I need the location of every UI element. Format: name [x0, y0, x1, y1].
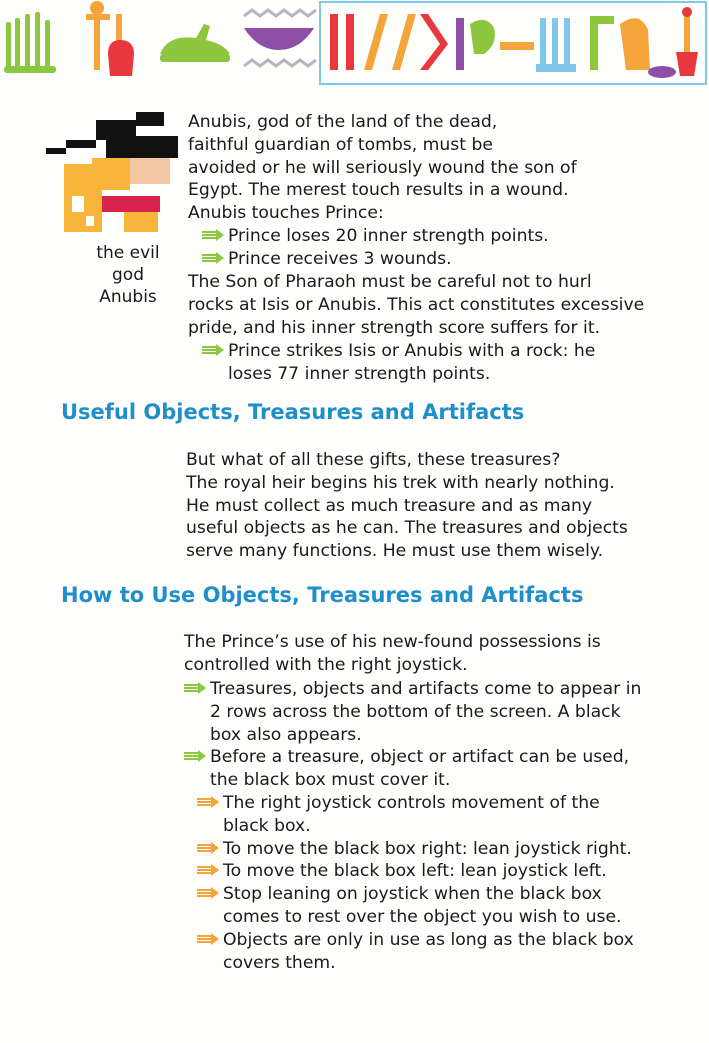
- list-item: To move the black box left: lean joystick left.: [197, 860, 634, 883]
- orange-arrow-icon: [197, 933, 219, 945]
- section-heading-how-to-use: How to Use Objects, Treasures and Artifacts: [61, 583, 584, 607]
- anubis-bullet-rock: [202, 340, 595, 386]
- orange-arrow-icon: [197, 796, 219, 808]
- text-line: controlled with the right joystick.: [184, 654, 468, 675]
- list-item: Objects are only in use as long as the black box: [197, 929, 634, 952]
- how-to-use-subbullets: [197, 792, 634, 974]
- anubis-paragraph: [188, 111, 577, 225]
- green-arrow-icon: [184, 750, 206, 762]
- text-line: The Prince’s use of his new-found possessions is: [184, 632, 601, 652]
- glyph-row-icon: [330, 7, 698, 78]
- ankh-glyph-icon: [86, 1, 110, 70]
- hare-glyph-icon: [160, 24, 230, 62]
- hieroglyph-banner: [0, 0, 709, 88]
- anubis-pixel-icon: [46, 112, 178, 232]
- list-item: Before a treasure, object or artifact can be used,: [184, 746, 641, 769]
- text-line: pride, and his inner strength score suffers for it.: [188, 317, 601, 338]
- bowl-glyph-icon: [244, 28, 314, 50]
- green-arrow-icon: [202, 252, 224, 264]
- text-line: Egypt. The merest touch results in a wound.: [188, 180, 569, 201]
- text-line: serve many functions. He must use them wisely.: [186, 541, 604, 562]
- green-arrow-icon: [184, 682, 206, 694]
- list-item: Prince receives 3 wounds.: [202, 248, 549, 271]
- orange-arrow-icon: [197, 887, 219, 899]
- how-to-use-bullets: [184, 678, 641, 792]
- list-item-continued: box also appears.: [210, 724, 362, 745]
- text-line: But what of all these gifts, these treasures?: [186, 450, 561, 470]
- anubis-paragraph-2: [188, 271, 644, 339]
- reed-glyph-icon: [4, 12, 56, 73]
- list-item-continued: covers them.: [223, 952, 336, 973]
- text-line: Anubis touches Prince:: [188, 203, 384, 224]
- list-item: Prince strikes Isis or Anubis with a rock: he: [202, 340, 595, 363]
- anubis-bullets: [202, 225, 549, 271]
- green-arrow-icon: [202, 229, 224, 241]
- caption-line: Anubis: [99, 287, 157, 307]
- list-item: Prince loses 20 inner strength points.: [202, 225, 549, 248]
- anubis-caption: [78, 242, 178, 308]
- text-line: faithful guardian of tombs, must be: [188, 134, 493, 155]
- text-line: He must collect as much treasure and as many: [186, 495, 593, 516]
- caption-line: god: [112, 265, 144, 285]
- list-item: Stop leaning on joystick when the black box: [197, 883, 634, 906]
- useful-objects-paragraph: [186, 449, 628, 563]
- caption-line: the evil: [96, 243, 160, 263]
- text-line: useful objects as he can. The treasures and objects: [186, 518, 628, 539]
- list-item-continued: comes to rest over the object you wish to use.: [223, 906, 622, 927]
- list-item: The right joystick controls movement of the: [197, 792, 634, 815]
- text-line: avoided or he will seriously wound the son of: [188, 157, 577, 178]
- text-line: The royal heir begins his trek with nearly nothing.: [186, 472, 615, 493]
- text-line: rocks at Isis or Anubis. This act constitutes excessive: [188, 294, 645, 315]
- list-item-continued: 2 rows across the bottom of the screen. A black: [210, 701, 621, 722]
- orange-arrow-icon: [197, 842, 219, 854]
- text-line: Anubis, god of the land of the dead,: [188, 112, 498, 132]
- how-to-use-paragraph: [184, 631, 601, 677]
- list-item-continued: the black box must cover it.: [210, 770, 451, 791]
- text-line: The Son of Pharaoh must be careful not to hurl: [188, 272, 592, 292]
- list-item-continued: black box.: [223, 815, 311, 836]
- orange-arrow-icon: [197, 864, 219, 876]
- jug-glyph-icon: [108, 14, 134, 76]
- section-heading-useful-objects: Useful Objects, Treasures and Artifacts: [61, 400, 525, 424]
- list-item-continued: loses 77 inner strength points.: [228, 363, 491, 384]
- list-item: To move the black box right: lean joystick right.: [197, 838, 634, 861]
- list-item: Treasures, objects and artifacts come to appear in: [184, 678, 641, 701]
- green-arrow-icon: [202, 344, 224, 356]
